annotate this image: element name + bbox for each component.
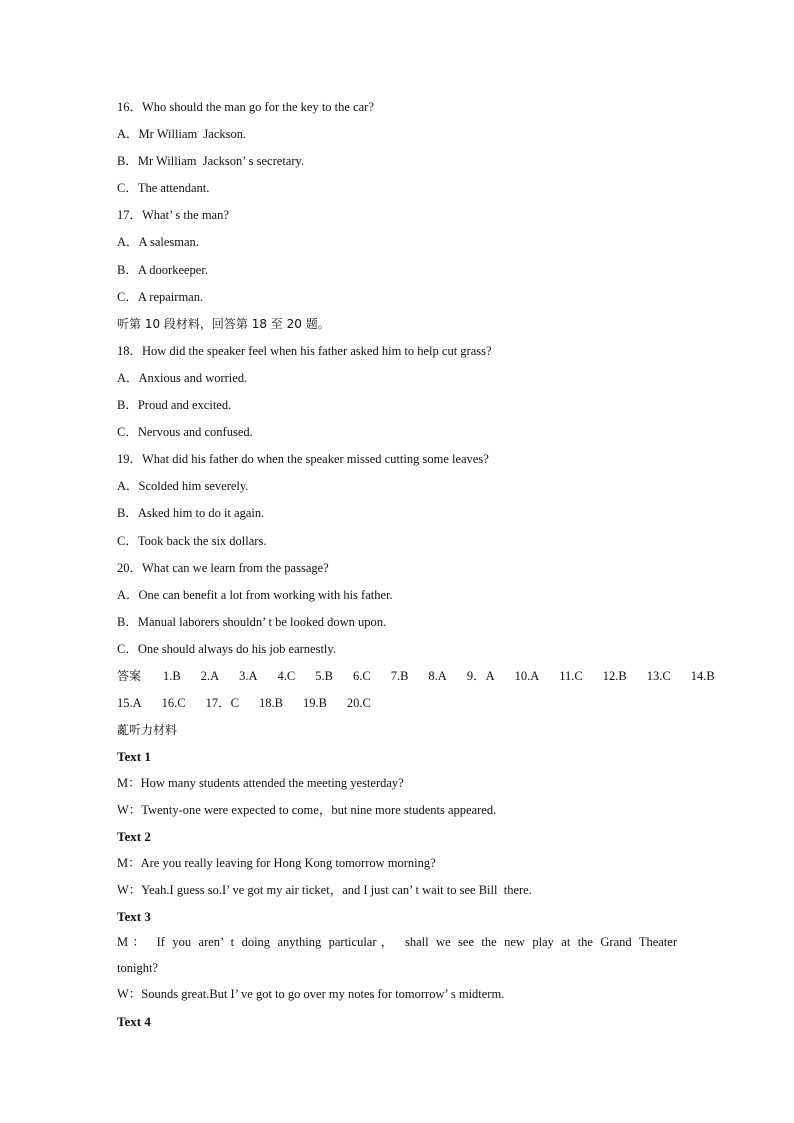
question-17: 17．What’ s the man? xyxy=(117,208,229,223)
option-16c: C．The attendant. xyxy=(117,181,210,196)
text-3-m-line: M： If you aren’ t doing anything particular， shall we see the new play at the Grand Theater xyxy=(117,935,677,950)
option-16b: B．Mr William Jackson’ s secretary. xyxy=(117,154,305,169)
answer-item: 4.C xyxy=(277,668,296,683)
option-20a: A．One can benefit a lot from working with his father. xyxy=(117,587,393,602)
option-20b: B．Manual laborers shouldn’ t be looked down upon. xyxy=(117,614,387,629)
question-19: 19．What did his father do when the speaker missed cutting some leaves? xyxy=(117,452,489,467)
answer-item: 6.C xyxy=(352,668,371,683)
answer-item: 12.B xyxy=(602,668,627,683)
answer-item: 3.A xyxy=(239,668,258,683)
answer-item: 1.B xyxy=(163,668,181,683)
option-20c: C．One should always do his job earnestly. xyxy=(117,641,336,656)
answer-item: 13.C xyxy=(646,668,671,683)
question-18: 18．How did the speaker feel when his father asked him to help cut grass? xyxy=(117,343,492,358)
document-page xyxy=(117,94,715,1034)
text-3-w-line: W：Sounds great.But I’ ve got to go over my notes for tomorrow’ s midterm. xyxy=(117,987,505,1002)
answer-item: 8.A xyxy=(428,668,447,683)
answer-item: 9．A xyxy=(466,668,495,683)
option-17a: A．A salesman. xyxy=(117,235,199,250)
option-17b: B．A doorkeeper. xyxy=(117,262,208,277)
section-instruction: 听第 10 段材料，回答第 18 至 20 题。 xyxy=(117,316,330,331)
text-3-title: Text 3 xyxy=(117,908,151,924)
material-heading: 薍听力材料 xyxy=(117,723,178,738)
answer-item: 19.B xyxy=(302,696,327,711)
answer-item: 16.C xyxy=(161,696,186,711)
answer-key-row-2 xyxy=(117,690,677,717)
answer-item: 7.B xyxy=(390,668,409,683)
option-16a: A．Mr William Jackson. xyxy=(117,127,247,142)
question-16: 16．Who should the man go for the key to the car? xyxy=(117,100,374,114)
answer-item: 11.C xyxy=(559,668,583,683)
text-1-w-line: W：Twenty-one were expected to come，but nine more students appeared. xyxy=(117,802,497,817)
question-20: 20．What can we learn from the passage? xyxy=(117,560,329,575)
option-19a: A．Scolded him severely. xyxy=(117,479,249,494)
answer-item: 18.B xyxy=(258,696,283,711)
text-2-w-line: W：Yeah.I guess so.I’ ve got my air ticket，and I just can’ t wait to see Bill there. xyxy=(117,882,532,897)
answer-item: 20.C xyxy=(346,696,371,711)
option-19b: B．Asked him to do it again. xyxy=(117,506,265,521)
answer-item: 15.A xyxy=(117,696,142,711)
answer-item: 5.B xyxy=(315,668,333,683)
text-1-title: Text 1 xyxy=(117,749,151,765)
answer-key-row-1 xyxy=(117,663,715,690)
option-18c: C．Nervous and confused. xyxy=(117,425,253,440)
text-1-m-line: M：How many students attended the meeting yesterday? xyxy=(117,775,404,790)
option-17c: C．A repairman. xyxy=(117,289,204,304)
option-18a: A．Anxious and worried. xyxy=(117,370,248,385)
option-18b: B．Proud and excited. xyxy=(117,398,232,413)
option-19c: C．Took back the six dollars. xyxy=(117,533,267,548)
answer-item: 17．C xyxy=(205,696,239,711)
answer-item: 14.B xyxy=(690,668,715,683)
text-2-m-line: M：Are you really leaving for Hong Kong tomorrow morning? xyxy=(117,855,436,870)
text-2-title: Text 2 xyxy=(117,829,151,845)
answer-item: 2.A xyxy=(200,668,220,683)
text-4-title: Text 4 xyxy=(117,1013,151,1029)
answer-label: 答案 xyxy=(117,668,142,683)
text-3-m-continuation: tonight? xyxy=(117,961,158,976)
answer-item: 10.A xyxy=(514,668,540,683)
